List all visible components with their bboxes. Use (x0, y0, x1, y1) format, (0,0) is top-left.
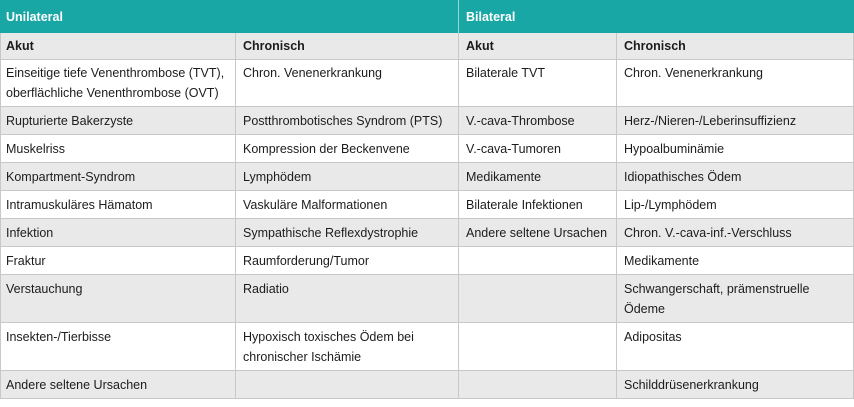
unilateral-acute-cell: Intramuskuläres Hämatom (0, 191, 236, 218)
bilateral-chronic-cell: Medikamente (617, 247, 854, 274)
unilateral-acute-cell: Rupturierte Bakerzyste (0, 107, 236, 134)
bilateral-acute-cell (459, 247, 617, 274)
bilateral-chronic-cell: Adipositas (617, 323, 854, 370)
unilateral-acute-cell: Fraktur (0, 247, 236, 274)
unilateral-chronic-cell (236, 371, 459, 398)
table-row (0, 219, 854, 247)
table-row (0, 275, 854, 323)
unilateral-chronic-cell: Postthrombotisches Syndrom (PTS) (236, 107, 459, 134)
unilateral-chronic-cell: Sympathische Reflexdystrophie (236, 219, 459, 246)
column-header-bilateral-chronic: Chronisch (617, 33, 854, 59)
bilateral-chronic-cell: Idiopathisches Ödem (617, 163, 854, 190)
column-header-unilateral-acute: Akut (0, 33, 236, 59)
unilateral-chronic-cell: Radiatio (236, 275, 459, 322)
bilateral-acute-cell: V.-cava-Tumoren (459, 135, 617, 162)
bilateral-acute-cell: Medikamente (459, 163, 617, 190)
bilateral-chronic-cell: Schilddrüsenerkrankung (617, 371, 854, 398)
column-header-unilateral-chronic: Chronisch (236, 33, 459, 59)
bilateral-acute-cell: Bilaterale Infektionen (459, 191, 617, 218)
unilateral-chronic-cell: Lymphödem (236, 163, 459, 190)
bilateral-chronic-cell: Lip-/Lymphödem (617, 191, 854, 218)
bilateral-acute-cell: V.-cava-Thrombose (459, 107, 617, 134)
unilateral-chronic-cell: Chron. Venenerkrankung (236, 60, 459, 106)
bilateral-chronic-cell: Schwangerschaft, prämenstruelle Ödeme (617, 275, 854, 322)
bilateral-chronic-cell: Chron. V.-cava-inf.-Verschluss (617, 219, 854, 246)
group-header-row (0, 0, 854, 33)
unilateral-acute-cell: Verstauchung (0, 275, 236, 322)
table-row (0, 191, 854, 219)
table-row (0, 107, 854, 135)
bilateral-chronic-cell: Chron. Venenerkrankung (617, 60, 854, 106)
unilateral-chronic-cell: Vaskuläre Malformationen (236, 191, 459, 218)
unilateral-acute-cell: Einseitige tiefe Venenthrombose (TVT), oberflächliche Venenthrombose (OVT) (0, 60, 236, 106)
unilateral-chronic-cell: Kompression der Beckenvene (236, 135, 459, 162)
unilateral-chronic-cell: Raumforderung/Tumor (236, 247, 459, 274)
unilateral-acute-cell: Muskelriss (0, 135, 236, 162)
unilateral-acute-cell: Infektion (0, 219, 236, 246)
unilateral-acute-cell: Insekten-/Tierbisse (0, 323, 236, 370)
table-row (0, 323, 854, 371)
bilateral-chronic-cell: Herz-/Nieren-/Leberinsuffizienz (617, 107, 854, 134)
column-header-bilateral-acute: Akut (459, 33, 617, 59)
unilateral-acute-cell: Andere seltene Ursachen (0, 371, 236, 398)
table-row (0, 247, 854, 275)
group-header-unilateral: Unilateral (0, 0, 459, 33)
unilateral-chronic-cell: Hypoxisch toxisches Ödem bei chronischer Ischämie (236, 323, 459, 370)
table-row (0, 60, 854, 107)
bilateral-acute-cell (459, 323, 617, 370)
table-row (0, 163, 854, 191)
column-header-row (0, 33, 854, 60)
bilateral-acute-cell: Bilaterale TVT (459, 60, 617, 106)
group-header-bilateral: Bilateral (466, 10, 516, 24)
table-row (0, 135, 854, 163)
unilateral-acute-cell: Kompartment-Syndrom (0, 163, 236, 190)
table-row (0, 371, 854, 399)
bilateral-acute-cell (459, 371, 617, 398)
bilateral-acute-cell: Andere seltene Ursachen (459, 219, 617, 246)
bilateral-chronic-cell: Hypoalbuminämie (617, 135, 854, 162)
bilateral-acute-cell (459, 275, 617, 322)
